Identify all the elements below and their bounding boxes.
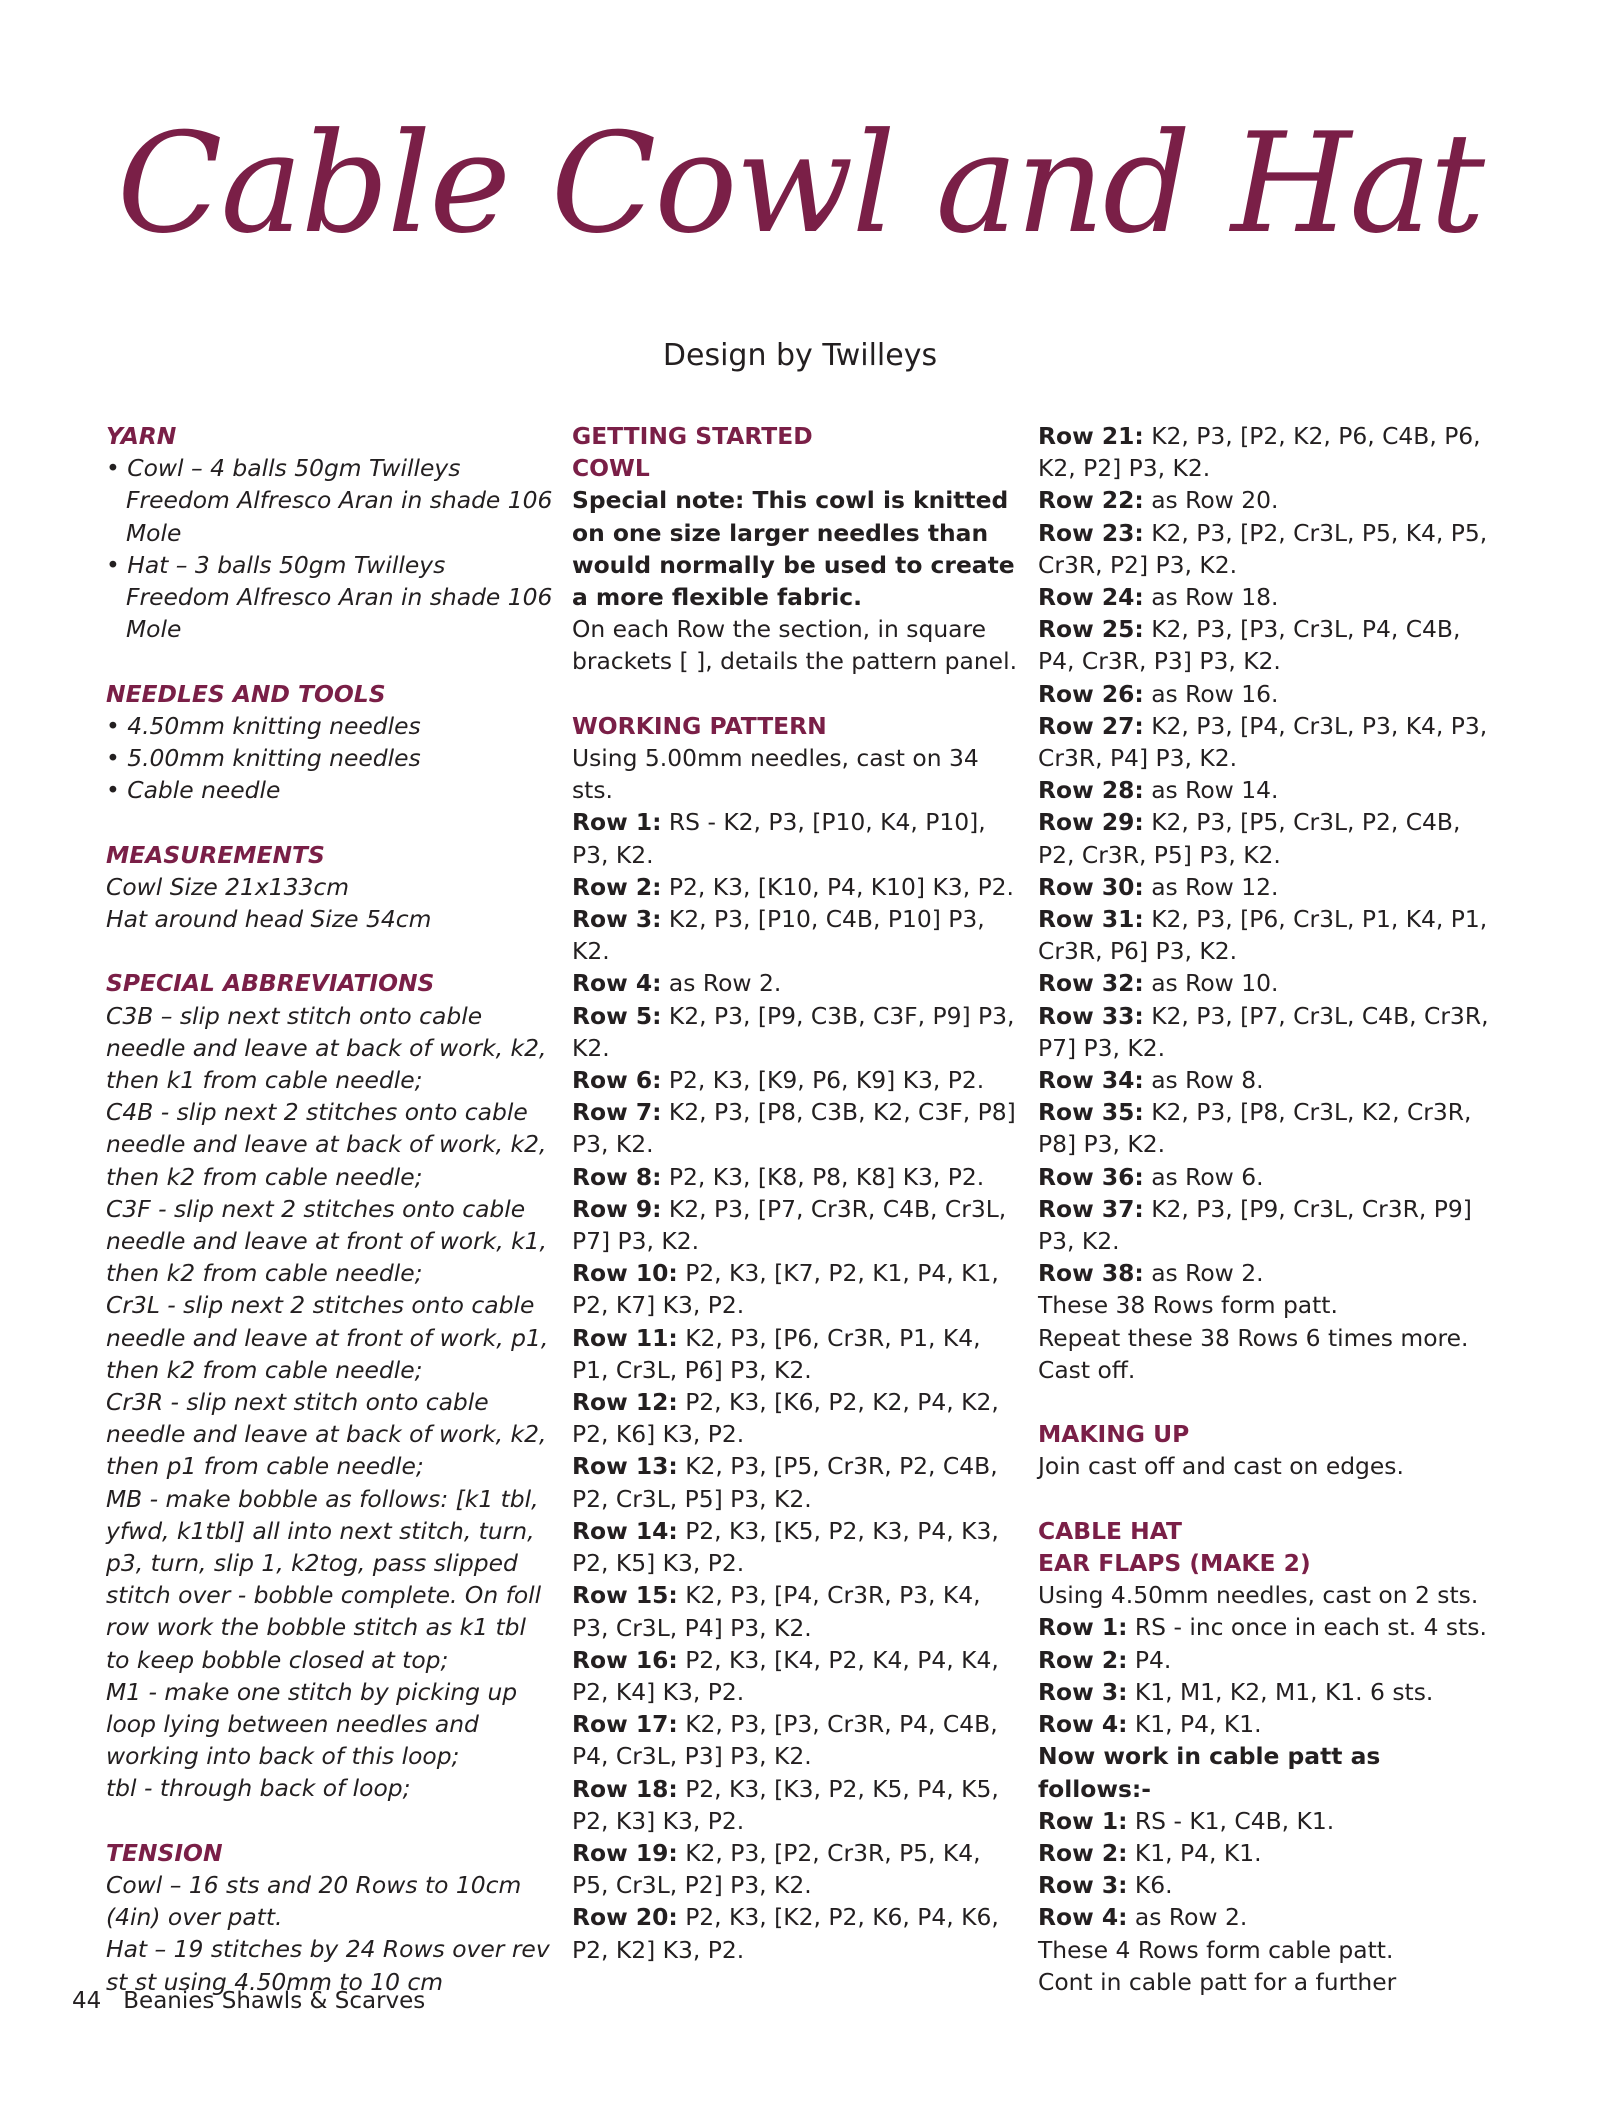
row-label: Row 1: [572, 808, 662, 837]
row-label: Row 23: [1038, 518, 1144, 547]
row-label: Row 22: [1038, 486, 1144, 515]
brackets-note: On each Row the section, in square brackets [ ], details the pattern panel. [572, 615, 1018, 676]
pattern-row [572, 871, 1022, 903]
row-instruction: K1, M1, K2, M1, K1. 6 sts. [1134, 1677, 1434, 1706]
row-instruction: K2, P3, [P9, Cr3L, Cr3R, P9] P3, K2. [1038, 1194, 1472, 1256]
pattern-row [1038, 1708, 1498, 1740]
row-instruction: K1, P4, K1. [1134, 1710, 1262, 1739]
pattern-row [1038, 1064, 1498, 1096]
pattern-row [1038, 581, 1498, 613]
row-label: Row 12: [572, 1388, 678, 1417]
pattern-row [572, 1579, 1022, 1643]
row-label: Row 37: [1038, 1194, 1144, 1223]
row-instruction: as Row 16. [1151, 679, 1279, 708]
row-instruction: RS - K1, C4B, K1. [1134, 1806, 1335, 1835]
row-instruction: K2, P3, [P3, Cr3L, P4, C4B, P4, Cr3R, P3] P3, K2. [1038, 615, 1461, 676]
working-pattern-heading: WORKING PATTERN [572, 711, 827, 740]
yarn-item: • Hat – 3 balls 50gm Twilleys Freedom Alfresco Aran in shade 106 Mole [106, 550, 553, 644]
yarn-item: • Cowl – 4 balls 50gm Twilleys Freedom Alfresco Aran in shade 106 Mole [106, 454, 553, 547]
row-label: Row 2: [1038, 1645, 1128, 1674]
row-instruction: K2, P3, [P2, Cr3L, P5, K4, P5, Cr3R, P2] P3, K2. [1038, 518, 1488, 579]
row-instruction: K2, P3, [P8, C3B, K2, C3F, P8] P3, K2. [572, 1098, 1016, 1159]
ear-flap-rows [1038, 1611, 1498, 1740]
row-instruction: P2, K3, [K10, P4, K10] K3, P2. [668, 872, 1014, 901]
pattern-row [572, 1515, 1022, 1579]
row-label: Row 1: [1038, 1613, 1128, 1642]
row-label: Row 1: [1038, 1806, 1128, 1835]
row-instruction: K6. [1134, 1871, 1173, 1900]
row-label: Row 2: [1038, 1838, 1128, 1867]
row-label: Row 24: [1038, 583, 1144, 612]
hat-outro: These 4 Rows form cable patt. [1038, 1935, 1394, 1964]
making-up-text: Join cast off and cast on edges. [1038, 1452, 1404, 1481]
abbreviation-entry: C3F - slip next 2 stitches onto cable needle and leave at front of work, k1, then k2 from cable needle; [106, 1194, 547, 1288]
pattern-row [1038, 1676, 1498, 1708]
row-instruction: as Row 8. [1151, 1066, 1264, 1095]
abbreviations-heading: SPECIAL ABBREVIATIONS [106, 969, 435, 998]
tension-heading: TENSION [106, 1838, 223, 1867]
pattern-row [1038, 1901, 1498, 1933]
needles-item: • Cable needle [106, 776, 281, 805]
row-label: Row 7: [572, 1098, 662, 1127]
pattern-row [1038, 806, 1498, 870]
row-instruction: RS - inc once in each st. 4 sts. [1134, 1613, 1487, 1642]
row-label: Row 28: [1038, 776, 1144, 805]
row-instruction: K2, P3, [P3, Cr3R, P4, C4B, P4, Cr3L, P3] P3, K2. [572, 1710, 998, 1771]
row-label: Row 13: [572, 1452, 678, 1481]
pattern-row [1038, 1837, 1498, 1869]
pattern-row [1038, 678, 1498, 710]
row-instruction: as Row 6. [1151, 1162, 1264, 1191]
pattern-note: Cast off. [1038, 1355, 1136, 1384]
pattern-row [1038, 484, 1498, 516]
getting-started-heading: GETTING STARTED [572, 422, 813, 450]
cast-on-instruction: Using 5.00mm needles, cast on 34 sts. [572, 744, 979, 805]
row-label: Row 8: [572, 1162, 662, 1191]
row-label: Row 15: [572, 1581, 678, 1610]
row-label: Row 2: [572, 872, 662, 901]
cable-hat-heading: CABLE HAT [1038, 1516, 1182, 1545]
abbreviation-entry: tbl - through back of loop; [106, 1774, 411, 1803]
pattern-row [1038, 1257, 1498, 1289]
row-instruction: K2, P3, [P9, C3B, C3F, P9] P3, K2. [572, 1001, 1015, 1062]
needles-heading: NEEDLES AND TOOLS [106, 679, 386, 708]
design-byline: Design by Twilleys [662, 338, 938, 373]
abbreviation-entry: Cr3L - slip next 2 stitches onto cable needle and leave at front of work, p1, then k2 from cable needle; [106, 1291, 549, 1384]
column-cowl-pattern [572, 420, 1022, 1966]
pattern-row [572, 1901, 1022, 1965]
row-label: Row 4: [1038, 1903, 1128, 1932]
pattern-row [572, 1000, 1022, 1064]
row-instruction: as Row 10. [1151, 969, 1279, 998]
pattern-row [1038, 517, 1498, 581]
row-instruction: as Row 12. [1151, 872, 1279, 901]
row-label: Row 14: [572, 1516, 678, 1545]
row-instruction: as Row 14. [1151, 776, 1279, 805]
row-instruction: P2, K3, [K9, P6, K9] K3, P2. [668, 1066, 985, 1095]
pattern-row [572, 1193, 1022, 1257]
hat-cast-on: Using 4.50mm needles, cast on 2 sts. [1038, 1581, 1479, 1610]
row-instruction: K2, P3, [P6, Cr3L, P1, K4, P1, Cr3R, P6] P3, K2. [1038, 905, 1488, 966]
row-label: Row 20: [572, 1903, 678, 1932]
row-label: Row 25: [1038, 615, 1144, 644]
row-instruction: P2, K3, [K6, P2, K2, P4, K2, P2, K6] K3, P2. [572, 1388, 999, 1449]
cowl-heading: COWL [572, 454, 650, 483]
row-instruction: K2, P3, [P4, Cr3L, P3, K4, P3, Cr3R, P4] P3, K2. [1038, 711, 1488, 773]
row-label: Row 9: [572, 1194, 662, 1223]
making-up-heading: MAKING UP [1038, 1420, 1190, 1449]
column-materials [106, 420, 554, 1998]
row-instruction: as Row 2. [1151, 1259, 1264, 1288]
row-label: Row 3: [572, 905, 662, 934]
pattern-row [572, 1386, 1022, 1450]
cable-patt-rows [1038, 1805, 1498, 1934]
row-instruction: P2, K3, [K4, P2, K4, P4, K4, P2, K4] K3, P2. [572, 1645, 999, 1706]
row-instruction: K2, P3, [P5, Cr3R, P2, C4B, P2, Cr3L, P5] P3, K2. [572, 1452, 998, 1513]
pattern-row [572, 806, 1022, 870]
row-instruction: as Row 2. [668, 969, 782, 998]
row-label: Row 30: [1038, 872, 1144, 901]
row-label: Row 21: [1038, 422, 1144, 450]
row-instruction: K2, P3, [P2, Cr3R, P5, K4, P5, Cr3L, P2] P3, K2. [572, 1838, 981, 1900]
row-instruction: K2, P3, [P7, Cr3L, C4B, Cr3R, P7] P3, K2. [1038, 1001, 1489, 1062]
pattern-row [572, 1837, 1022, 1901]
row-instruction: P2, K3, [K8, P8, K8] K3, P2. [668, 1162, 985, 1191]
row-instruction: as Row 2. [1134, 1903, 1248, 1932]
abbreviation-entry: C3B – slip next stitch onto cable needle and leave at back of work, k2, then k1 from cable needle; [106, 1001, 547, 1095]
pattern-row [572, 1161, 1022, 1193]
publication-title: Beanies Shawls & Scarves [123, 1988, 426, 2014]
pattern-row [1038, 420, 1498, 484]
row-instruction: P2, K3, [K7, P2, K1, P4, K1, P2, K7] K3, P2. [572, 1259, 999, 1320]
pattern-note: Repeat these 38 Rows 6 times more. [1038, 1323, 1469, 1352]
row-instruction: K2, P3, [P8, Cr3L, K2, Cr3R, P8] P3, K2. [1038, 1098, 1472, 1159]
measurement-line: Cowl Size 21x133cm [106, 872, 350, 901]
row-label: Row 3: [1038, 1677, 1128, 1706]
row-label: Row 17: [572, 1710, 678, 1739]
pattern-row [572, 1322, 1022, 1386]
pattern-row [572, 1064, 1022, 1096]
abbreviation-entry: M1 - make one stitch by picking up loop lying between needles and working into back of this loop; [106, 1677, 518, 1771]
row-label: Row 16: [572, 1645, 678, 1674]
needles-item: • 4.50mm knitting needles [106, 711, 421, 740]
row-instruction: K2, P3, [P6, Cr3R, P1, K4, P1, Cr3L, P6] P3, K2. [572, 1323, 981, 1384]
row-label: Row 6: [572, 1066, 662, 1095]
abbreviation-entry: C4B - slip next 2 stitches onto cable needle and leave at back of work, k2, then k2 from cable needle; [106, 1098, 547, 1191]
pattern-row [1038, 967, 1498, 999]
row-label: Row 32: [1038, 969, 1144, 998]
special-note: Special note: This cowl is knitted on one size larger needles than would normally be used to create a more flexible fabric. [572, 486, 1015, 612]
row-instruction: K2, P3, [P10, C4B, P10] P3, K2. [572, 905, 985, 966]
row-label: Row 10: [572, 1259, 678, 1288]
abbreviation-entry: Cr3R - slip next stitch onto cable needle and leave at back of work, k2, then p1 from cable needle; [106, 1388, 547, 1481]
hat-outro: Cont in cable patt for a further [1038, 1967, 1397, 1996]
page-title: Cable Cowl and Hat [116, 103, 1484, 264]
row-instruction: P2, K3, [K5, P2, K3, P4, K3, P2, K5] K3, P2. [572, 1516, 999, 1578]
cowl-rows-list [572, 806, 1022, 1965]
row-label: Row 35: [1038, 1098, 1144, 1127]
pattern-row [1038, 1644, 1498, 1676]
pattern-note: These 38 Rows form patt. [1038, 1291, 1338, 1320]
measurements-heading: MEASUREMENTS [106, 840, 325, 869]
row-label: Row 27: [1038, 711, 1144, 740]
pattern-row [1038, 871, 1498, 903]
row-instruction: P2, K3, [K2, P2, K6, P4, K6, P2, K2] K3, P2. [572, 1903, 999, 1964]
tension-line: Cowl – 16 sts and 20 Rows to 10cm (4in) over patt. [106, 1871, 522, 1932]
pattern-row [1038, 1869, 1498, 1901]
row-instruction: K1, P4, K1. [1134, 1838, 1262, 1867]
ear-flaps-heading: EAR FLAPS (MAKE 2) [1038, 1549, 1311, 1578]
pattern-row [1038, 1805, 1498, 1837]
pattern-row [1038, 1000, 1498, 1064]
pattern-row [1038, 774, 1498, 806]
pattern-row [572, 1096, 1022, 1160]
row-label: Row 18: [572, 1774, 678, 1803]
row-label: Row 26: [1038, 679, 1144, 708]
pattern-row [572, 1450, 1022, 1514]
pattern-row [572, 1773, 1022, 1837]
page-number: 44 [72, 1988, 102, 2014]
row-instruction: as Row 20. [1151, 486, 1279, 515]
row-label: Row 19: [572, 1838, 678, 1867]
row-instruction: K2, P3, [P2, K2, P6, C4B, P6, K2, P2] P3, K2. [1038, 422, 1481, 483]
pattern-row [572, 1708, 1022, 1772]
row-instruction: as Row 18. [1151, 583, 1279, 612]
row-label: Row 3: [1038, 1871, 1128, 1900]
row-instruction: P2, K3, [K3, P2, K5, P4, K5, P2, K3] K3, P2. [572, 1774, 999, 1835]
pattern-row [572, 967, 1022, 999]
pattern-row [1038, 1193, 1498, 1257]
pattern-row [1038, 1096, 1498, 1160]
row-label: Row 34: [1038, 1066, 1144, 1095]
row-label: Row 29: [1038, 808, 1144, 837]
row-label: Row 33: [1038, 1001, 1144, 1030]
row-instruction: RS - K2, P3, [P10, K4, P10], P3, K2. [572, 808, 986, 869]
row-instruction: K2, P3, [P7, Cr3R, C4B, Cr3L, P7] P3, K2. [572, 1194, 1007, 1256]
pattern-row [1038, 613, 1498, 677]
row-label: Row 4: [1038, 1710, 1128, 1739]
pattern-row [572, 1644, 1022, 1708]
row-label: Row 11: [572, 1323, 678, 1352]
row-instruction: K2, P3, [P4, Cr3R, P3, K4, P3, Cr3L, P4] P3, K2. [572, 1581, 981, 1642]
cowl-rows-list-continued [1038, 420, 1498, 1289]
row-label: Row 36: [1038, 1162, 1144, 1191]
row-label: Row 31: [1038, 905, 1144, 934]
row-label: Row 4: [572, 969, 662, 998]
pattern-row [1038, 710, 1498, 774]
measurement-line: Hat around head Size 54cm [106, 905, 432, 934]
pattern-row [1038, 1161, 1498, 1193]
yarn-heading: YARN [106, 422, 177, 450]
row-instruction: K2, P3, [P5, Cr3L, P2, C4B, P2, Cr3R, P5] P3, K2. [1038, 808, 1461, 869]
tension-line: Hat – 19 stitches by 24 Rows over rev st st using 4.50mm to 10 cm [106, 1935, 550, 1996]
column-cowl-hat [1038, 420, 1498, 1998]
abbreviation-entry: MB - make bobble as follows: [k1 tbl, yfwd, k1tbl] all into next stitch, turn, p3, turn, slip 1, k2tog, pass slipped stitch over - bobble complete. On foll row work the bobble stitch as k1 tbl to keep bobble closed at top; [106, 1484, 542, 1674]
pattern-row [572, 903, 1022, 967]
page-footer [72, 1988, 425, 2014]
pattern-row [1038, 1611, 1498, 1643]
row-instruction: P4. [1134, 1645, 1172, 1674]
row-label: Row 5: [572, 1001, 662, 1030]
cable-patt-intro: Now work in cable patt as follows:- [1038, 1742, 1381, 1803]
pattern-row [1038, 903, 1498, 967]
pattern-row [572, 1257, 1022, 1321]
needles-item: • 5.00mm knitting needles [106, 744, 421, 773]
row-label: Row 38: [1038, 1259, 1144, 1288]
